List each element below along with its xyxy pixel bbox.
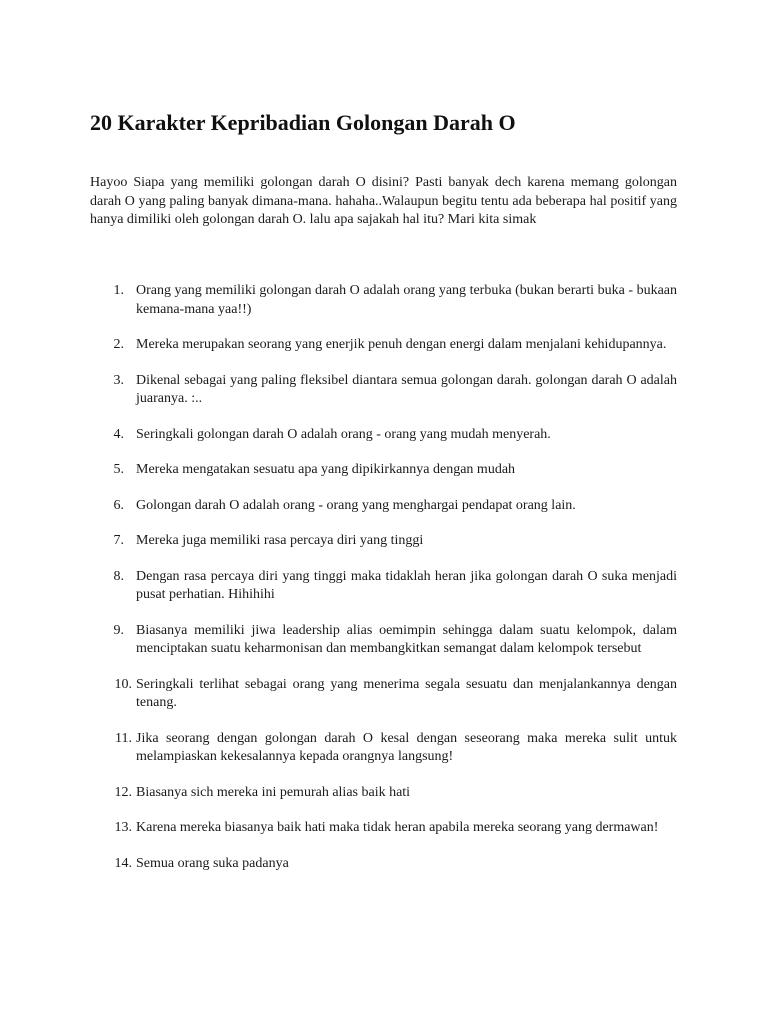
list-item [90,497,677,516]
list-item-number: 7. [113,533,124,548]
list-item-text: Biasanya sich mereka ini pemurah alias baik hati [136,784,411,800]
list-item-number: 11. [115,730,132,746]
list-item [90,532,677,551]
list-item-text: Golongan darah O adalah orang - orang yang menghargai pendapat orang lain. [136,497,576,513]
list-item [90,568,677,605]
list-item-number: 2. [113,337,124,352]
list-item-text: Karena mereka biasanya baik hati maka tidak heran apabila mereka seorang yang dermawan! [136,820,659,835]
list-item [90,426,677,445]
list-item-text: Dengan rasa percaya diri yang tinggi maka tidaklah heran jika golongan darah O suka menjadi pusat perhatian. Hihihihi [136,568,677,602]
list-item [90,676,677,713]
list-item-number: 5. [113,462,124,477]
list-item-text: Mereka juga memiliki rasa percaya diri yang tinggi [136,533,424,548]
list-item-number: 6. [113,497,124,513]
list-item-text: Orang yang memiliki golongan darah O adalah orang yang terbuka (bukan berarti buka - bukaan kemana-mana yaa!!) [136,283,677,317]
list-item [90,461,677,480]
list-item-text: Seringkali golongan darah O adalah orang - orang yang mudah menyerah. [136,426,551,442]
list-item-number: 12. [114,784,132,800]
list-item [90,819,677,838]
list-item-number: 3. [113,372,124,388]
list-item [90,622,677,659]
list-item [90,336,677,355]
list-item-number: 10. [114,676,132,692]
list-item-text: Biasanya memiliki jiwa leadership alias oemimpin sehingga dalam suatu kelompok, dalam menciptakan suatu keharmonisan dan membangkitkan semangat dalam kelompok tersebut [136,622,677,656]
list-item-text: Semua orang suka padanya [136,855,289,871]
list-item [90,372,677,409]
list-item-number: 8. [113,568,124,584]
list-item-text: Dikenal sebagai yang paling fleksibel diantara semua golongan darah. golongan darah O adalah juaranya. :.. [136,372,677,406]
list-item-text: Jika seorang dengan golongan darah O kesal dengan seseorang maka mereka sulit untuk melampiaskan kekesalannya kepada orangnya langsung! [136,730,677,764]
document-title: 20 Karakter Kepribadian Golongan Darah O [90,110,516,135]
list-item [90,730,677,767]
list-item-text: Mereka merupakan seorang yang enerjik penuh dengan energi dalam menjalani kehidupannya. [136,337,667,352]
list-item [90,784,677,803]
list-item-number: 14. [114,855,132,871]
list-item-number: 1. [113,283,124,298]
list-item [90,855,677,874]
intro-paragraph: Hayoo Siapa yang memiliki golongan darah O disini? Pasti banyak dech karena memang golongan darah O yang paling banyak dimana-mana. hahaha..Walaupun begitu tentu ada beberapa hal positif yang hanya dimiliki oleh golongan darah O. lalu apa sajakah hal itu? Mari kita simak [90,175,677,227]
list-item-number: 13. [114,820,132,835]
trait-list [90,282,677,890]
list-item-text: Seringkali terlihat sebagai orang yang menerima segala sesuatu dan menjalankannya dengan tenang. [136,676,677,710]
list-item-text: Mereka mengatakan sesuatu apa yang dipikirkannya dengan mudah [136,462,516,477]
list-item-number: 4. [113,426,124,442]
list-item [90,282,677,319]
list-item-number: 9. [113,622,124,638]
